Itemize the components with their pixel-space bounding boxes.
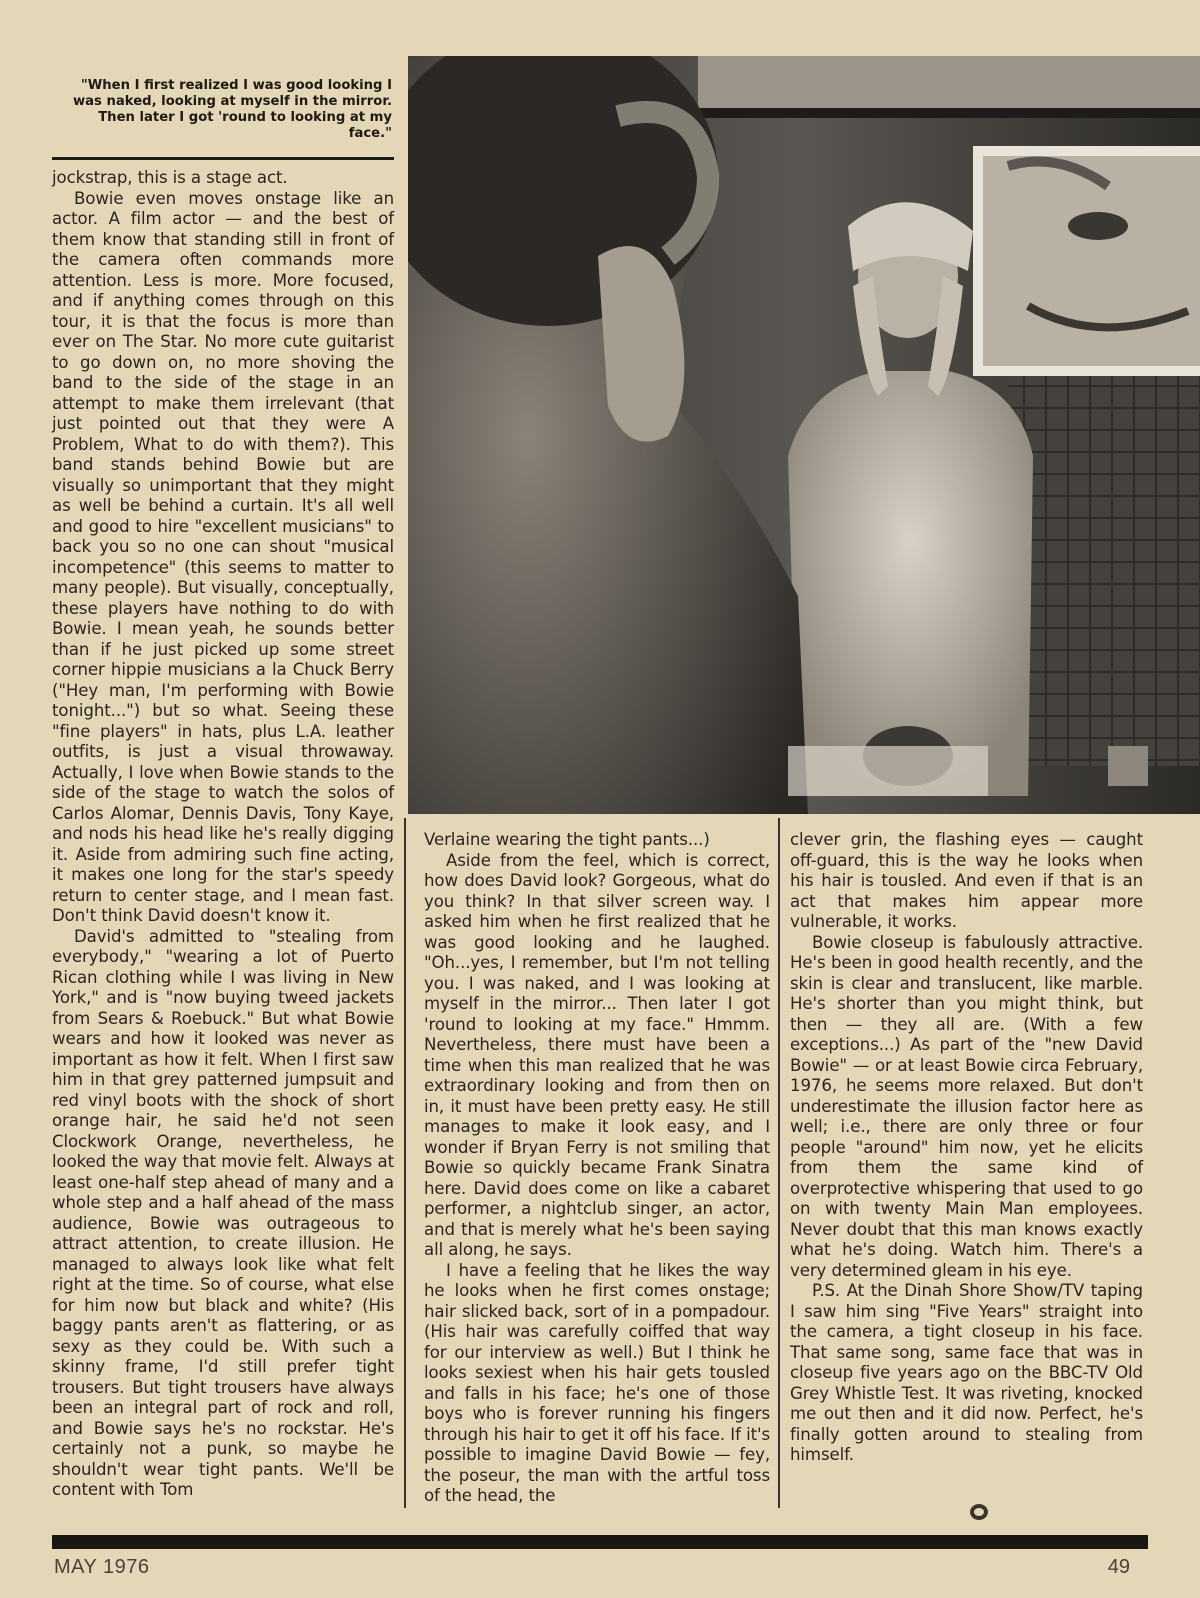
column-divider: [404, 818, 406, 1508]
text-column-3: [790, 830, 1143, 1466]
paragraph: Bowie even moves onstage like an actor. A film actor — and the best of them know that standing still in front of the camera often commands more attention. Less is more. More focused, and if anything comes through on this tour, it is that the focus is more than ever on The Star. No more cute guitarist to go down on, no more shoving the band to the side of the stage in an attempt to make them irrelevant (that just pointed out that they were A Problem, What to do with them?). This band stands behind Bowie but are visually so unimportant that they might as well be behind a curtain. It's all well and good to hire "excellent musicians" to back you so no one can shout "musical incompetence" (this seems to matter to many people). But visually, conceptually, these players have nothing to do with Bowie. I mean yeah, he sounds better than if he just picked up some street corner hippie musicians a la Chuck Berry ("Hey man, I'm performing with Bowie tonight...") but so what. Seeing these "fine players" in hats, plus L.A. leather outfits, is just a visual throwaway. Actually, I love when Bowie stands to the side of the stage to watch the solos of Carlos Alomar, Dennis Davis, Tony Kaye, and nods his head like he's really digging it. Aside from admiring such fine acting, it makes one long for the star's speedy return to center stage, and I mean fast. Don't think David doesn't know it.: [52, 188, 394, 925]
page-number: 49: [1107, 1556, 1130, 1578]
text-column-2: [424, 830, 770, 1507]
issue-date: MAY 1976: [54, 1556, 150, 1578]
bw-photo-bowie-mirror-icon: [408, 56, 1200, 814]
paragraph: Bowie closeup is fabulously attractive. He's been in good health recently, and the skin is clear and translucent, like marble. He's shorter than you might think, but then — they all are. (With a few exceptions...) As part of the "new David Bowie" — or at least Bowie circa February, 1976, he seems more relaxed. But don't underestimate the illusion factor here as well; i.e., there are only three or four people "around" him now, yet he elicits from them the same kind of overprotective whispering that used to go on with twenty Main Man employees. Never doubt that this man knows exactly what he's doing. Watch him. There's a very determined gleam in his eye.: [790, 932, 1143, 1280]
column-divider: [778, 818, 780, 1508]
paragraph: Verlaine wearing the tight pants...): [424, 830, 710, 849]
end-mark-icon: [968, 1502, 990, 1522]
paragraph: jockstrap, this is a stage act.: [52, 168, 288, 187]
paragraph: I have a feeling that he likes the way he looks when he first comes onstage; hair slicked back, sort of in a pompadour. (His hair was carefully coiffed that way for our interview as well.) But I think he looks sexiest when his hair gets tousled and falls in his face; he's one of those boys who is forever running his fingers through his hair to get it off his face. If it's possible to imagine David Bowie — fey, the poseur, the man with the artful toss of the head, the: [424, 1260, 770, 1505]
footer-rule: [52, 1535, 1148, 1549]
pull-quote: "When I first realized I was good looking I was naked, looking at myself in the mirror. Then later I got 'round to looking at my face.": [72, 78, 392, 141]
pull-quote-rule: [52, 157, 394, 160]
paragraph: David's admitted to "stealing from everybody," "wearing a lot of Puerto Rican clothing while I was living in New York," and is "now buying tweed jackets from Sears & Roebuck." But what Bowie wears and how it looked was never as important as how it felt. When I first saw him in that grey patterned jumpsuit and red vinyl boots with the shock of short orange hair, he said he'd not seen Clockwork Orange, nevertheless, he looked the way that movie felt. Always at least one-half step ahead of many and a whole step and a half ahead of the mass audience, Bowie was outrageous to attract attention, to create illusion. He managed to always look like what felt right at the time. So of course, what else for him now but black and white? (His baggy pants aren't as flattering, or as sexy as they could be. With such a skinny frame, I'd still prefer tight trousers. But tight trousers have always been an integral part of rock and roll, and Bowie says he's no rockstar. He's certainly not a punk, so maybe he shouldn't wear tight pants. We'll be content with Tom: [52, 926, 394, 1499]
text-column-1: [52, 168, 394, 1501]
paragraph: clever grin, the flashing eyes — caught off-guard, this is the way he looks when his hair is tousled. And even if that is an act that makes him appear more vulnerable, it works.: [790, 830, 1143, 931]
paragraph: Aside from the feel, which is correct, how does David look? Gorgeous, what do you think? In that silver screen way. I asked him when he first realized that he was good looking and he laughed. "Oh...yes, I remember, but I'm not telling you. I was naked, and I was looking at myself in the mirror... Then later I got 'round to looking at my face." Hmmm. Nevertheless, there must have been a time when this man realized that he was extraordinary looking and from then on in, it must have been pretty easy. He still manages to make it look easy, and I wonder if Bryan Ferry is not smiling that Bowie so quickly became Frank Sinatra here. David does come on like a cabaret performer, a nightclub singer, an actor, and that is merely what he's been saying all along, he says.: [424, 850, 770, 1259]
paragraph: P.S. At the Dinah Shore Show/TV taping I saw him sing "Five Years" straight into the camera, a tight closeup in his face. That same song, same face that was in closeup five years ago on the BBC-TV Old Grey Whistle Test. It was riveting, knocked me out then and it did now. Perfect, he's finally gotten around to stealing from himself.: [790, 1281, 1143, 1464]
